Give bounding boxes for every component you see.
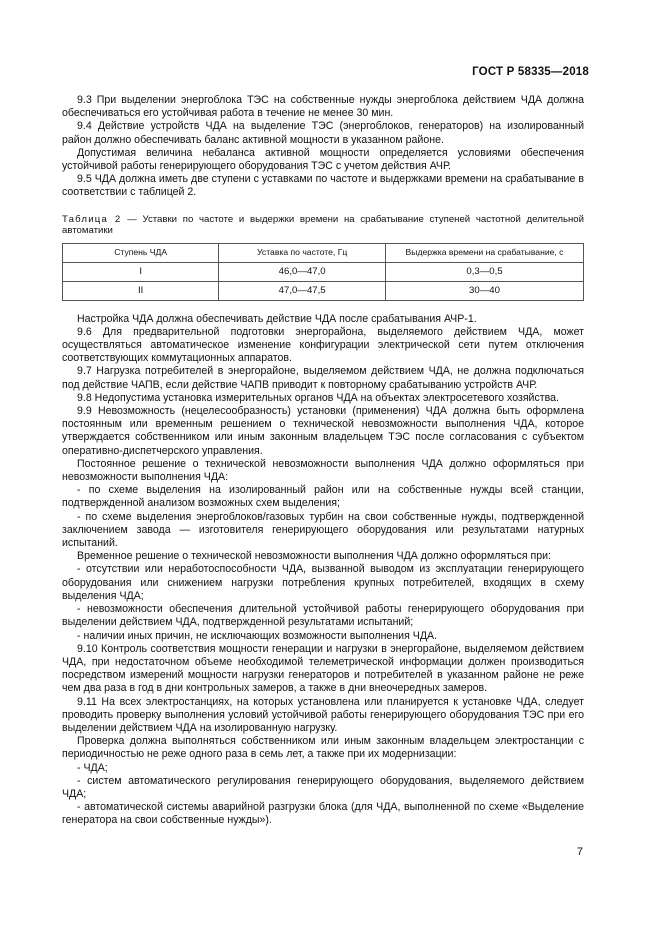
table-row [63, 262, 584, 281]
column-header: Ступень ЧДА [63, 243, 219, 262]
paragraph: 9.8 Недопустима установка измерительных органов ЧДА на объектах электросетевого хозяйства. [77, 391, 559, 404]
table-cell: I [63, 262, 219, 281]
list-item: - наличии иных причин, не исключающих возможности выполнения ЧДА. [77, 629, 438, 642]
table-caption-text: — Уставки по частоте и выдержки времени на срабатывание ступеней частотной делительной автоматики [62, 213, 584, 237]
list-item: - систем автоматического регулирования генерирующего оборудования, выделяемого действием ЧДА; [62, 774, 584, 800]
table-cell: 46,0—47,0 [219, 262, 386, 281]
paragraph: 9.5 ЧДА должна иметь две ступени с уставками по частоте и выдержками времени на срабатывание в соответствии с таблицей 2. [62, 173, 584, 199]
document-header: ГОСТ Р 58335—2018 [472, 66, 589, 78]
paragraph: Допустимая величина небаланса активной мощности определяется условиями обеспечения устойчивой работы генерирующего оборудования ТЭС с учетом действия АЧР. [62, 146, 584, 173]
list-item: - отсутствии или неработоспособности ЧДА, вызванной выводом из эксплуатации генерирующего оборудования или снижением нагрузки потребления крупных потребителей, входящих в схему выделения ЧДА; [62, 563, 584, 602]
paragraph: 9.6 Для предварительной подготовки энергорайона, выделяемого действием ЧДА, может осуществляться автоматическое изменение конфигурации электрической сети путем отключения соответствующих коммутационных аппаратов. [62, 325, 584, 365]
table-cell: 47,0—47,5 [219, 281, 386, 300]
paragraph: 9.9 Невозможность (нецелесообразность) установки (применения) ЧДА должна быть оформлена постоянным или временным решением о технической невозможности выполнения ЧДА, которое утверждается собственником или иным законным владельцем ТЭС после согласования с субъектом оперативно-диспетчерского управления. [62, 405, 584, 457]
list-item: - по схеме выделения энергоблоков/газовых турбин на свои собственные нужды, подтвержденной заключением завода — изготовителя генерирующего оборудования или результатами натурных испытаний. [62, 510, 584, 550]
table-caption-label: Таблица 2 [62, 213, 122, 225]
paragraph: 9.11 На всех электростанциях, на которых установлена или планируется к установке ЧДА, следует проводить проверку выполнения условий устойчивой работы генерирующего оборудования ТЭС при его выделении действием ЧДА на изолированную нагрузку. [62, 695, 584, 734]
paragraph: Временное решение о технической невозможности выполнения ЧДА должно оформляться при: [77, 550, 551, 563]
column-header: Выдержка времени на срабатывание, с [386, 243, 584, 262]
list-item: - по схеме выделения на изолированный район или на собственные нужды всей станции, подтвержденной анализом возможных схем выделения; [62, 484, 584, 510]
paragraph: Настройка ЧДА должна обеспечивать действие ЧДА после срабатывания АЧР-1. [77, 312, 477, 325]
paragraph: 9.7 Нагрузка потребителей в энергорайоне, выделяемом действием ЧДА, не должна подключаться под действие ЧАПВ, если действие ЧАПВ приводит к повторному срабатыванию устройств АЧР. [62, 365, 584, 391]
paragraph: 9.10 Контроль соответствия мощности генерации и нагрузки в энергорайоне, выделяемом действием ЧДА, при недостаточном объеме необходимой телеметрической информации должен производиться посредством измерений мощности нагрузки генераторов и потребителей в указанном районе не реже чем два раза в год в дни контрольных замеров, а также в дни внеочередных замеров. [62, 642, 584, 695]
paragraph: 9.3 При выделении энергоблока ТЭС на собственные нужды энергоблока действием ЧДА должна обеспечиваться его устойчивая работа в течение не менее 30 мин. [62, 94, 584, 120]
page-content [62, 94, 584, 828]
paragraph: Проверка должна выполняться собственником или иным законным владельцем электростанции с периодичностью не реже одного раза в семь лет, а также при их модернизации: [62, 735, 584, 761]
page-number: 7 [576, 846, 583, 858]
list-item: - невозможности обеспечения длительной устойчивой работы генерирующего оборудования при выделении действием ЧДА, подтвержденной результатами испытаний; [62, 603, 584, 629]
column-header: Уставка по частоте, Гц [219, 243, 386, 262]
paragraph: Постоянное решение о технической невозможности выполнения ЧДА должно оформляться при невозможности выполнения ЧДА: [62, 457, 584, 484]
list-item: - ЧДА; [77, 761, 108, 774]
settings-table [62, 243, 584, 301]
table-cell: 30—40 [386, 281, 584, 300]
list-item: - автоматической системы аварийной разгрузки блока (для ЧДА, выполненной по схеме «Выделение генератора на свои собственные нужды»). [62, 801, 584, 827]
table-row [63, 281, 584, 300]
table-cell: 0,3—0,5 [386, 262, 584, 281]
table-caption [62, 214, 584, 237]
table-header-row [63, 243, 584, 262]
table-cell: II [63, 281, 219, 300]
paragraph: 9.4 Действие устройств ЧДА на выделение ТЭС (энергоблоков, генераторов) на изолированный район должно обеспечивать баланс активной мощности в указанном районе. [62, 120, 584, 146]
